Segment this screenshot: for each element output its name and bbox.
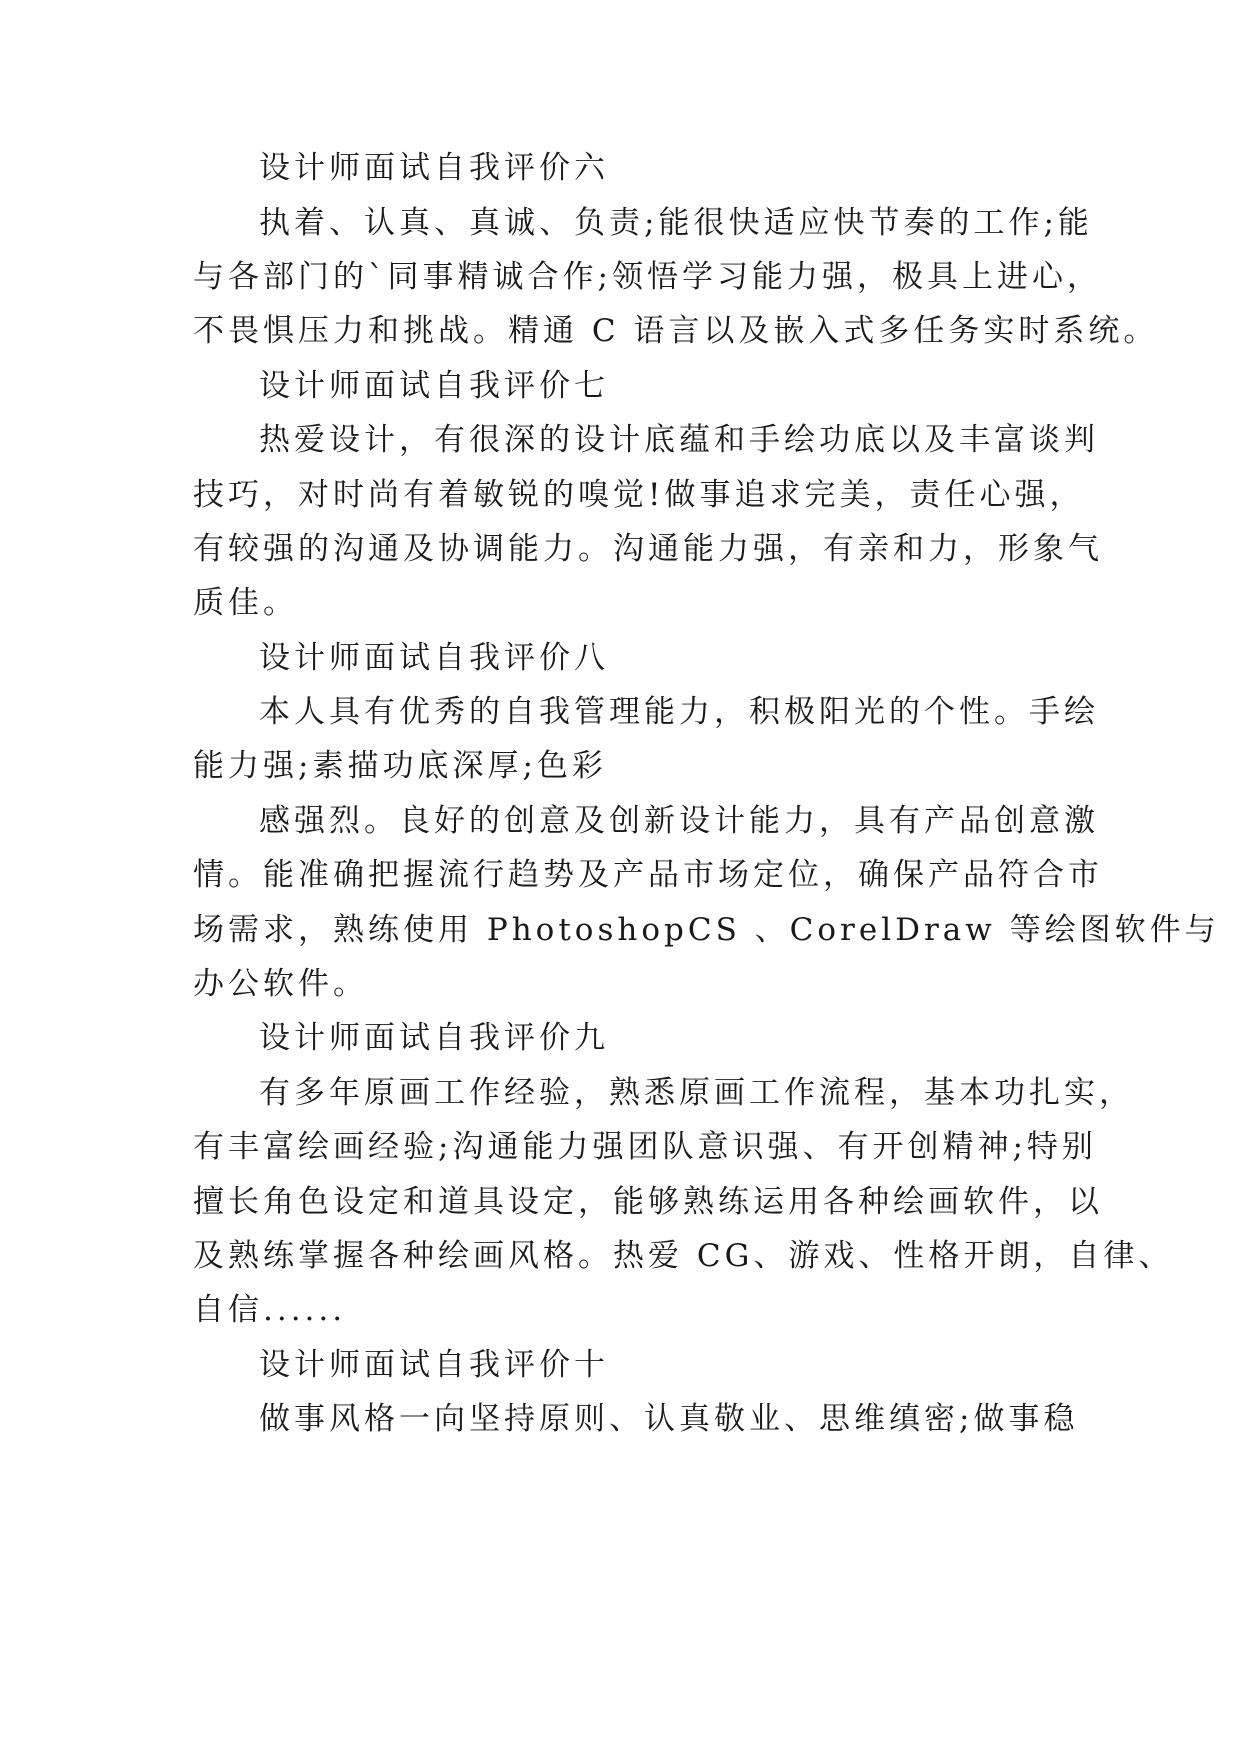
- section-heading: 设计师面试自我评价九: [259, 1020, 609, 1056]
- section-heading: 设计师面试自我评价六: [259, 150, 609, 186]
- section-heading: 设计师面试自我评价十: [259, 1347, 609, 1383]
- paragraph-line: 情。能准确把握流行趋势及产品市场定位，确保产品符合市: [193, 857, 1103, 893]
- section-heading: 设计师面试自我评价八: [259, 640, 609, 676]
- paragraph-line: 场需求，熟练使用 PhotoshopCS 、CorelDraw 等绘图软件与: [193, 912, 1220, 948]
- paragraph-line: 本人具有优秀的自我管理能力，积极阳光的个性。手绘: [259, 694, 1099, 730]
- section-heading: 设计师面试自我评价七: [259, 368, 609, 404]
- paragraph-line: 做事风格一向坚持原则、认真敬业、思维缜密;做事稳: [259, 1401, 1079, 1437]
- paragraph-line: 感强烈。良好的创意及创新设计能力，具有产品创意激: [259, 803, 1099, 839]
- paragraph-line: 办公软件。: [193, 966, 368, 1002]
- paragraph-line: 质佳。: [193, 585, 298, 621]
- paragraph-line: 不畏惧压力和挑战。精通 C 语言以及嵌入式多任务实时系统。: [193, 313, 1159, 349]
- paragraph-line: 有丰富绘画经验;沟通能力强团队意识强、有开创精神;特别: [193, 1129, 1097, 1165]
- paragraph-line: 技巧，对时尚有着敏锐的嗅觉!做事追求完美，责任心强，: [193, 477, 1085, 513]
- paragraph-line: 热爱设计，有很深的设计底蕴和手绘功底以及丰富谈判: [259, 422, 1099, 458]
- paragraph-line: 能力强;素描功底深厚;色彩: [193, 748, 607, 784]
- paragraph-line: 有较强的沟通及协调能力。沟通能力强，有亲和力，形象气: [193, 531, 1103, 567]
- paragraph-line: 执着、认真、真诚、负责;能很快适应快节奏的工作;能: [259, 205, 1093, 241]
- paragraph-line: 与各部门的`同事精诚合作;领悟学习能力强，极具上进心，: [193, 259, 1102, 295]
- paragraph-line: 有多年原画工作经验，熟悉原画工作流程，基本功扎实，: [259, 1075, 1134, 1111]
- paragraph-line: 擅长角色设定和道具设定，能够熟练运用各种绘画软件，以: [193, 1184, 1103, 1220]
- paragraph-line: 自信......: [193, 1292, 347, 1328]
- paragraph-line: 及熟练掌握各种绘画风格。热爱 CG、游戏、性格开朗，自律、: [193, 1238, 1174, 1274]
